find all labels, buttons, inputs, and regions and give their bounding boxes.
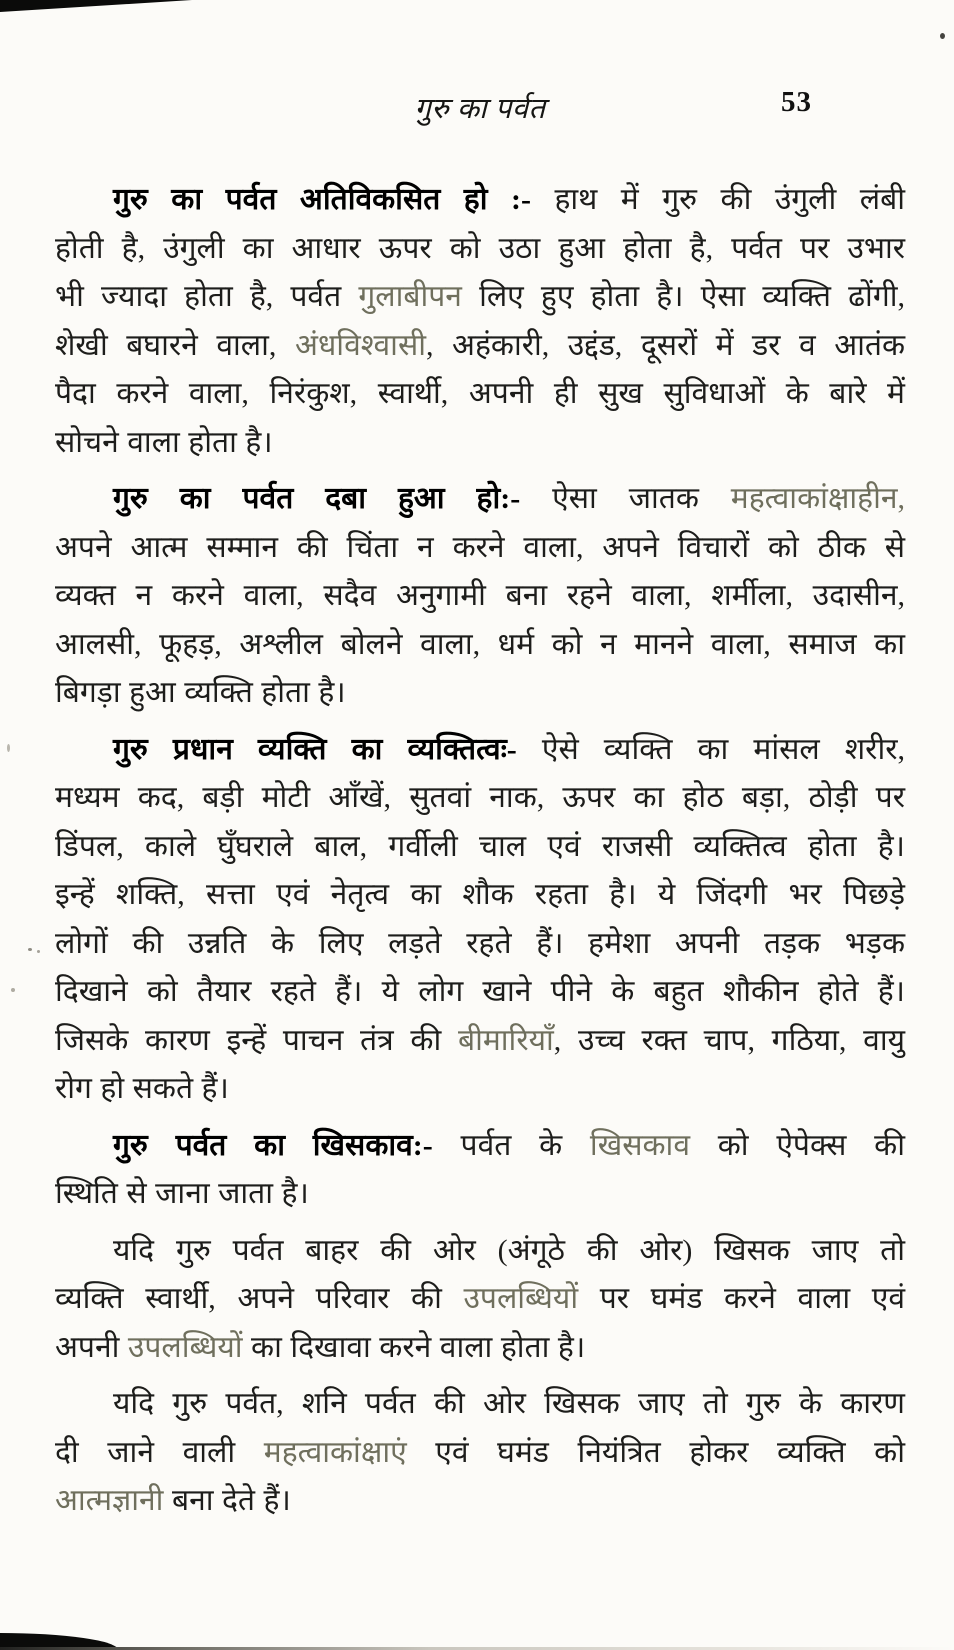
- text-segment: अंधविश्वासी: [294, 328, 427, 362]
- text-segment: पर घमंड करने वाला एवं: [578, 1282, 905, 1315]
- text-segment: इन्हें शक्ति, सत्ता एवं नेतृत्व का शौक रहता है। ये जिंदगी भर पिछड़े: [55, 878, 905, 911]
- text-line: [55, 419, 905, 468]
- text-segment: , उच्च रक्त चाप, गठिया, वायु: [553, 1023, 905, 1057]
- text-segment: यदि गुरु पर्वत, शनि पर्वत की ओर खिसक जाए तो गुरु के कारण: [113, 1387, 905, 1420]
- text-segment: यदि गुरु पर्वत बाहर की ओर (अंगूठे की ओर) खिसक जाए तो: [113, 1233, 905, 1267]
- text-segment: बीमारियाँ: [457, 1023, 554, 1057]
- text-line: [55, 1017, 905, 1066]
- text-segment: व्यक्त न करने वाला, सदैव अनुगामी बना रहने वाला, शर्मीला, उदासीन,: [55, 579, 905, 612]
- text-line: [55, 968, 905, 1017]
- text-segment: उपलब्धियों: [463, 1282, 579, 1315]
- text-line: [55, 1065, 905, 1114]
- text-line: [55, 621, 905, 670]
- page-body-text: [55, 176, 905, 1534]
- text-segment: होती है, उंगुली का आधार ऊपर को उठा हुआ होता है, पर्वत पर उभार: [55, 231, 905, 265]
- text-segment: गुलाबीपन: [358, 280, 462, 313]
- text-line: [55, 1227, 905, 1276]
- text-segment: आत्मज्ञानी: [55, 1484, 164, 1517]
- scan-speck: [37, 950, 40, 953]
- text-segment: महत्वाकांक्षाएं: [263, 1435, 407, 1469]
- text-segment: महत्वाकांक्षाहीन,: [730, 482, 906, 515]
- text-segment: उपलब्धियों: [127, 1330, 243, 1364]
- text-line: [55, 823, 905, 872]
- text-segment: ऐसा जातक: [552, 482, 731, 515]
- paragraph: [55, 176, 905, 467]
- text-segment: लोगों की उन्नति के लिए लड़ते रहते हैं। हमेशा अपनी तड़क भड़क: [55, 926, 905, 960]
- paragraph: [55, 1380, 905, 1526]
- text-line: [55, 1324, 905, 1373]
- text-segment: हाथ में गुरु की उंगुली लंबी: [554, 183, 905, 216]
- text-line: [55, 273, 905, 322]
- text-segment: सोचने वाला होता है।: [55, 425, 273, 459]
- text-segment: दी जाने वाली: [55, 1435, 264, 1469]
- text-line: [55, 871, 905, 920]
- text-line: [55, 1275, 905, 1324]
- text-segment: मध्यम कद, बड़ी मोटी आँखें, सुतवां नाक, ऊपर का होठ बड़ा, ठोड़ी पर: [55, 781, 905, 814]
- text-line: [55, 225, 905, 274]
- text-segment: ऐसे व्यक्ति का मांसल शरीर,: [541, 732, 905, 766]
- text-line: [55, 1429, 905, 1478]
- text-segment: डिंपल, काले घुँघराले बाल, गर्वीली चाल एवं राजसी व्यक्तित्व होता है।: [55, 829, 905, 863]
- text-line: [55, 1122, 905, 1171]
- text-segment: गुरु पर्वत का खिसकाव:-: [113, 1128, 461, 1162]
- scan-shadow-top-left: [0, 0, 192, 12]
- text-line: [55, 322, 905, 371]
- text-line: [55, 669, 905, 718]
- text-line: [55, 1170, 905, 1219]
- text-segment: अपने आत्म सम्मान की चिंता न करने वाला, अपने विचारों को ठीक से: [55, 530, 905, 564]
- text-line: [55, 774, 905, 823]
- text-line: [55, 524, 905, 573]
- text-line: [55, 475, 905, 524]
- running-header-title: गुरु का पर्वत: [414, 93, 546, 125]
- text-segment: भी ज्यादा होता है, पर्वत: [55, 280, 359, 313]
- text-segment: बिगड़ा हुआ व्यक्ति होता है।: [55, 676, 346, 709]
- text-line: [55, 1380, 905, 1429]
- text-segment: का दिखावा करने वाला होता है।: [242, 1330, 586, 1364]
- text-segment: पर्वत के: [460, 1128, 590, 1162]
- text-line: [55, 1477, 905, 1526]
- text-line: [55, 572, 905, 621]
- paragraph: [55, 726, 905, 1114]
- text-segment: गुरु का पर्वत दबा हुआ हो:-: [113, 482, 553, 515]
- text-segment: पैदा करने वाला, निरंकुश, स्वार्थी, अपनी ही सुख सुविधाओं के बारे में: [55, 377, 905, 410]
- text-segment: स्थिति से जाना जाता है।: [55, 1177, 309, 1210]
- text-line: [55, 176, 905, 225]
- text-segment: आलसी, फूहड़, अश्लील बोलने वाला, धर्म को न मानने वाला, समाज का: [55, 627, 905, 661]
- text-segment: अपनी: [55, 1330, 128, 1364]
- text-segment: रोग हो सकते हैं।: [55, 1072, 229, 1105]
- text-segment: बना देते हैं।: [163, 1484, 291, 1517]
- scan-speck: [7, 744, 10, 752]
- text-segment: शेखी बघारने वाला,: [55, 328, 295, 362]
- text-segment: को ऐपेक्स की: [690, 1128, 905, 1162]
- text-segment: जिसके कारण इन्हें पाचन तंत्र की: [55, 1023, 458, 1057]
- paragraph: [55, 475, 905, 718]
- text-line: [55, 726, 905, 775]
- text-segment: एवं घमंड नियंत्रित होकर व्यक्ति को: [406, 1435, 905, 1469]
- text-line: [55, 920, 905, 969]
- text-segment: लिए हुए होता है। ऐसा व्यक्ति ढोंगी,: [461, 280, 905, 313]
- text-segment: , अहंकारी, उद्दंड, दूसरों में डर व आतंक: [426, 328, 905, 362]
- text-segment: खिसकाव: [589, 1128, 691, 1162]
- text-segment: दिखाने को तैयार रहते हैं। ये लोग खाने पीने के बहुत शौकीन होते हैं।: [55, 975, 905, 1008]
- scan-speck: [11, 988, 15, 992]
- paragraph: [55, 1122, 905, 1219]
- scan-speck: [28, 948, 32, 951]
- text-segment: व्यक्ति स्वार्थी, अपने परिवार की: [55, 1282, 464, 1315]
- text-line: [55, 370, 905, 419]
- page-number: 53: [781, 86, 812, 118]
- paragraph: [55, 1227, 905, 1373]
- scan-speck: [940, 33, 945, 39]
- text-segment: गुरु प्रधान व्यक्ति का व्यक्तित्वः-: [113, 732, 542, 766]
- text-segment: गुरु का पर्वत अतिविकसित हो :-: [113, 183, 555, 216]
